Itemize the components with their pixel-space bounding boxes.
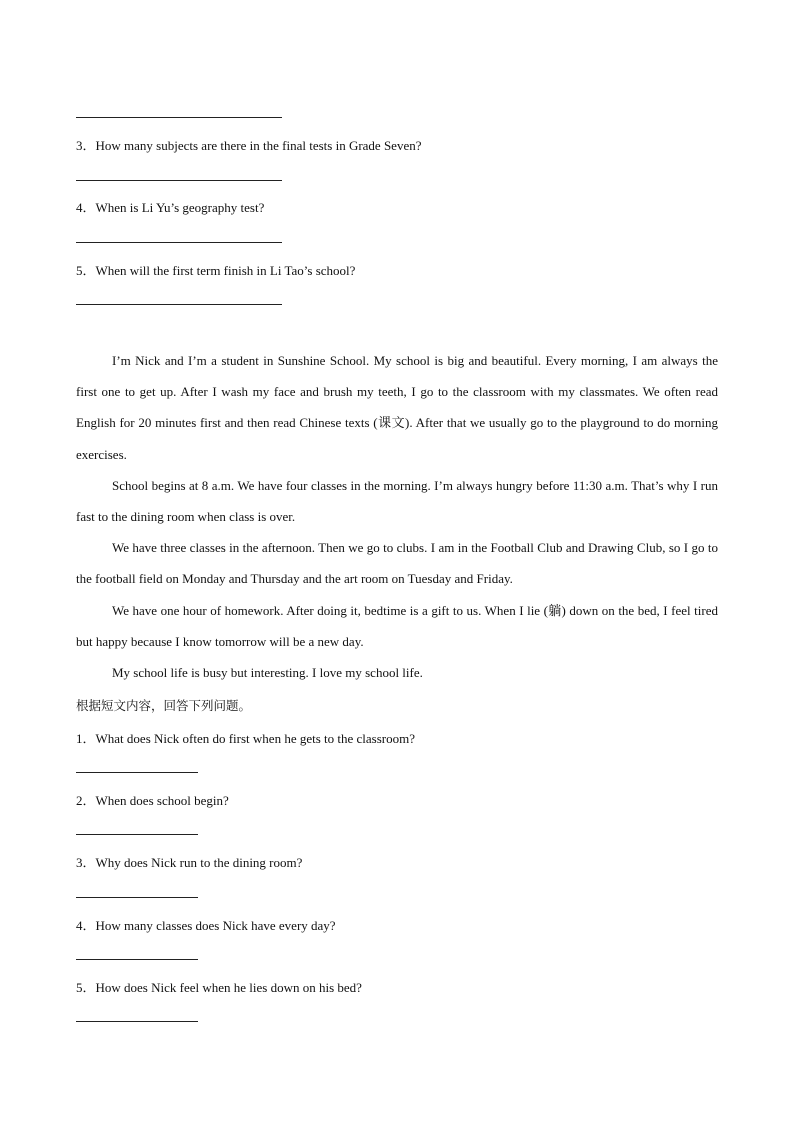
question-item — [76, 728, 415, 747]
passage-paragraph: We have one hour of homework. After doing it, bedtime is a gift to us. When I lie (躺) down on the bed, I feel tired but happy because I know tomorrow will be a new day. — [76, 603, 718, 650]
question-item — [76, 260, 355, 279]
question-number: 1． — [76, 731, 96, 746]
answer-line[interactable] — [76, 242, 282, 243]
answer-line[interactable] — [76, 304, 282, 305]
question-number: 2． — [76, 793, 96, 808]
question-text: How many subjects are there in the final tests in Grade Seven? — [95, 138, 422, 153]
question-number: 5． — [76, 263, 96, 278]
passage-paragraph: We have three classes in the afternoon. Then we go to clubs. I am in the Football Club and Drawing Club, so I go to the football field on Monday and Thursday and the art room on Tuesday and Friday. — [76, 540, 718, 587]
passage-paragraph: I’m Nick and I’m a student in Sunshine School. My school is big and beautiful. Every morning, I am always the first one to get up. After I wash my face and brush my teeth, I go to the classroom with my classmates. We often read English for 20 minutes first and then read Chinese texts (课文). After that we usually go to the playground to do morning exercises. — [76, 353, 718, 462]
question-text: When is Li Yu’s geography test? — [95, 200, 265, 215]
question-item — [76, 915, 336, 934]
question-text: When does school begin? — [95, 793, 229, 808]
passage-paragraph: My school life is busy but interesting. I love my school life. — [112, 665, 423, 680]
answer-line[interactable] — [76, 834, 198, 835]
answer-line[interactable] — [76, 959, 198, 960]
question-text: When will the first term finish in Li Tao’s school? — [95, 263, 356, 278]
question-item — [76, 197, 264, 216]
question-text: How does Nick feel when he lies down on his bed? — [95, 980, 362, 995]
question-item — [76, 977, 362, 996]
answer-line[interactable] — [76, 117, 282, 118]
passage-paragraph: School begins at 8 a.m. We have four classes in the morning. I’m always hungry before 11:30 a.m. That’s why I run fast to the dining room when class is over. — [76, 478, 718, 525]
answer-line[interactable] — [76, 897, 198, 898]
question-number: 5． — [76, 980, 96, 995]
question-item — [76, 790, 229, 809]
question-text: Why does Nick run to the dining room? — [95, 855, 303, 870]
answer-line[interactable] — [76, 772, 198, 773]
question-number: 3． — [76, 855, 96, 870]
question-item — [76, 852, 302, 871]
question-number: 4． — [76, 200, 96, 215]
answer-line[interactable] — [76, 1021, 198, 1022]
question-number: 3． — [76, 138, 96, 153]
question-item — [76, 135, 422, 154]
question-text: How many classes does Nick have every day? — [95, 918, 336, 933]
instruction-text: 根据短文内容，回答下列问题。 — [76, 698, 252, 713]
answer-line[interactable] — [76, 180, 282, 181]
question-number: 4． — [76, 918, 96, 933]
question-text: What does Nick often do first when he gets to the classroom? — [95, 731, 416, 746]
